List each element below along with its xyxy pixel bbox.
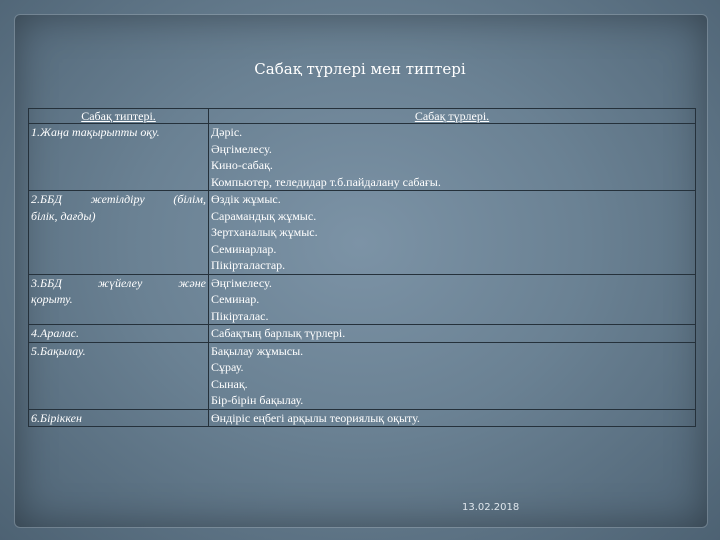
lesson-type-line: 5.Бақылау. xyxy=(31,343,86,358)
table-header-row xyxy=(29,109,696,124)
lesson-kind: Әңгімелесу. xyxy=(211,275,272,290)
lesson-types-table xyxy=(28,108,696,427)
lesson-kinds-cell xyxy=(209,191,696,275)
lesson-type-line: 3.ББД жүйелеу және xyxy=(31,275,206,290)
lesson-type-cell xyxy=(29,409,209,427)
lesson-type-cell xyxy=(29,325,209,343)
table-row xyxy=(29,191,696,275)
lesson-kind: Өздік жұмыс. xyxy=(211,192,281,206)
lesson-kinds-cell xyxy=(209,409,696,427)
lesson-kinds-cell xyxy=(209,342,696,409)
lesson-kind: Компьютер, теледидар т.б.пайдалану сабағы. xyxy=(211,174,441,189)
table-row xyxy=(29,274,696,325)
lesson-kind: Кино-сабақ. xyxy=(211,158,273,172)
slide-title: Сабақ түрлері мен типтері xyxy=(254,60,466,78)
lesson-kinds-cell xyxy=(209,325,696,343)
lesson-kind: Сарамандық жұмыс. xyxy=(211,208,317,223)
table-row xyxy=(29,342,696,409)
header-lesson-kinds: Сабақ түрлері. xyxy=(209,109,696,124)
lesson-kind: Сабақтың барлық түрлері. xyxy=(211,326,346,340)
slide-date: 13.02.2018 xyxy=(462,502,520,513)
lesson-kind: Сынақ. xyxy=(211,376,248,391)
lesson-kind: Пікірталас. xyxy=(211,308,269,323)
lesson-type-line: 2.ББД жетілдіру (білім, xyxy=(31,192,206,206)
lesson-kinds-cell xyxy=(209,274,696,325)
lesson-type-cell xyxy=(29,191,209,275)
lesson-type-cell xyxy=(29,274,209,325)
lesson-kind: Бақылау жұмысы. xyxy=(211,343,304,358)
lesson-kind: Зертханалық жұмыс. xyxy=(211,225,318,239)
lesson-type-line: 6.Біріккен xyxy=(31,410,82,425)
lesson-kind: Пікірталастар. xyxy=(211,258,286,272)
lesson-type-line: 1.Жаңа тақырыпты оқу. xyxy=(31,125,160,139)
lesson-kinds-cell xyxy=(209,124,696,191)
lesson-type-line: қорыту. xyxy=(31,292,73,306)
lesson-kind: Дәріс. xyxy=(211,125,243,139)
lesson-kind: Өндіріс еңбегі арқылы теориялық оқыту. xyxy=(211,410,420,425)
lesson-type-line: 4.Аралас. xyxy=(31,326,80,340)
lesson-kind: Сұрау. xyxy=(211,360,244,374)
lesson-kind: Әңгімелесу. xyxy=(211,141,272,156)
lesson-kind: Семинар. xyxy=(211,292,260,306)
table-row xyxy=(29,325,696,343)
table-row xyxy=(29,409,696,427)
lesson-kind: Семинарлар. xyxy=(211,241,277,256)
lesson-type-line: білік, дағды) xyxy=(31,208,96,223)
header-lesson-types: Сабақ типтері. xyxy=(29,109,209,124)
lesson-type-cell xyxy=(29,342,209,409)
table-row xyxy=(29,124,696,191)
lesson-kind: Бір-бірін бақылау. xyxy=(211,393,304,407)
lesson-type-cell xyxy=(29,124,209,191)
